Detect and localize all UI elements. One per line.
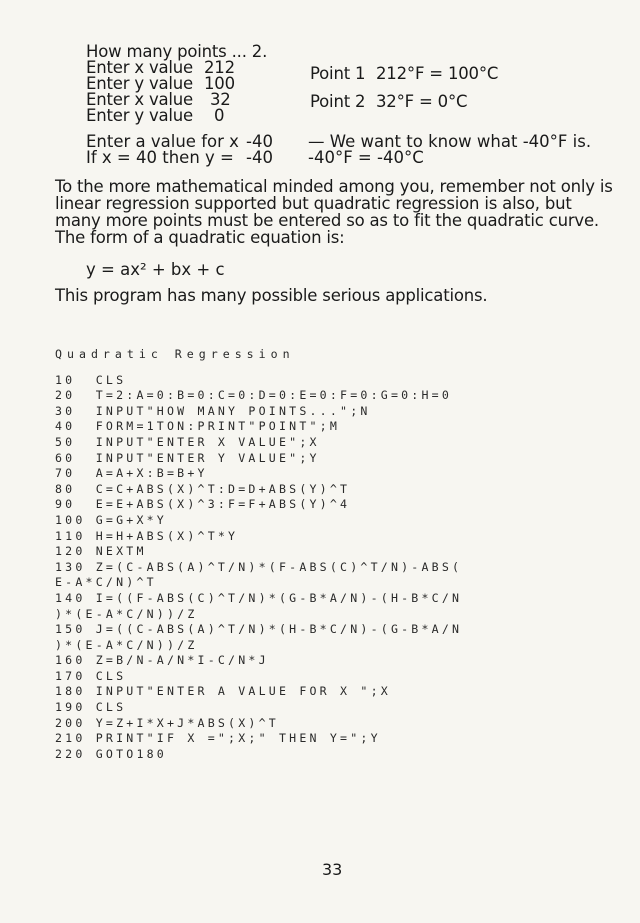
example-inputs <box>86 134 273 166</box>
example-prompt-label: Enter a value for x <box>86 132 239 151</box>
session-points <box>310 66 610 110</box>
session-label: Enter y value <box>86 74 194 93</box>
code-line: 40 FORM=1TON:PRINT"POINT";M <box>55 419 341 434</box>
body-paragraph: To the more mathematical minded among you, remember not only is linear regression supported but quadratic regression is also, but many more points must be entered so as to fit the quadratic curve. The form of a quadratic equation is: <box>55 177 613 247</box>
code-line: 50 INPUT"ENTER X VALUE";X <box>55 434 320 449</box>
code-line: 190 CLS <box>55 700 127 715</box>
point-text: 32°F = 0°C <box>376 92 468 111</box>
point-text: 212°F = 100°C <box>376 64 499 83</box>
code-line: 170 CLS <box>55 668 127 683</box>
session-label: Enter y value <box>86 106 194 125</box>
listing-code <box>55 373 615 763</box>
session-value: 100 <box>204 74 235 93</box>
session-value: 212 <box>204 58 235 77</box>
code-line: )*(E-A*C/N))/Z <box>55 606 198 621</box>
point-label: Point 1 <box>310 64 366 83</box>
code-line: 220 GOTO180 <box>55 746 167 761</box>
point-line <box>310 66 610 82</box>
example-result-value: -40 <box>246 148 273 167</box>
code-line: 20 T=2:A=0:B=0:C=0:D=0:E=0:F=0:G=0:H=0 <box>55 388 453 403</box>
code-line: 60 INPUT"ENTER Y VALUE";Y <box>55 450 320 465</box>
example-result-label: If x = 40 then y = <box>86 148 234 167</box>
code-line: 120 NEXTM <box>55 544 147 559</box>
program-listing <box>55 347 615 762</box>
session-value: 32 <box>210 90 231 109</box>
session-label: Enter x value <box>86 58 194 77</box>
code-line: 30 INPUT"HOW MANY POINTS...";N <box>55 403 371 418</box>
code-line: 110 H=H+ABS(X)^T*Y <box>55 528 239 543</box>
code-line: 210 PRINT"IF X =";X;" THEN Y=";Y <box>55 731 381 746</box>
example-line <box>86 150 273 166</box>
code-line: 200 Y=Z+I*X+J*ABS(X)^T <box>55 715 279 730</box>
body-paragraph-2: This program has many possible serious applications. <box>55 286 488 305</box>
listing-title: Quadratic Regression <box>55 347 295 361</box>
example-prompt-value: -40 <box>246 132 273 151</box>
code-line: 130 Z=(C-ABS(A)^T/N)*(F-ABS(C)^T/N)-ABS( <box>55 559 463 574</box>
code-line: 90 E=E+ABS(X)^3:F=F+ABS(Y)^4 <box>55 497 351 512</box>
code-line: 150 J=((C-ABS(A)^T/N)*(H-B*C/N)-(G-B*A/N <box>55 622 463 637</box>
code-line: 160 Z=B/N-A/N*I-C/N*J <box>55 653 269 668</box>
point-label: Point 2 <box>310 92 366 111</box>
session-value: 0 <box>214 106 225 125</box>
code-line: 70 A=A+X:B=B+Y <box>55 466 208 481</box>
code-line: 80 C=C+ABS(X)^T:D=D+ABS(Y)^T <box>55 481 351 496</box>
code-line: 10 CLS <box>55 372 127 387</box>
code-line: E-A*C/N)^T <box>55 575 157 590</box>
session-inputs <box>86 44 316 124</box>
code-line: 100 G=G+X*Y <box>55 512 167 527</box>
example-conclusion: -40°F = -40°C <box>308 148 424 167</box>
session-label: How many points ... 2. <box>86 42 268 61</box>
quadratic-equation: y = ax² + bx + c <box>86 260 225 279</box>
code-line: 180 INPUT"ENTER A VALUE FOR X ";X <box>55 684 391 699</box>
session-label: Enter x value <box>86 90 194 109</box>
point-line <box>310 94 610 110</box>
example-note: — We want to know what -40°F is. <box>308 132 592 151</box>
code-line: 140 I=((F-ABS(C)^T/N)*(G-B*A/N)-(H-B*C/N <box>55 590 463 605</box>
page-number: 33 <box>322 860 343 879</box>
session-line <box>86 108 316 124</box>
code-line: )*(E-A*C/N))/Z <box>55 637 198 652</box>
example-notes <box>308 134 591 166</box>
